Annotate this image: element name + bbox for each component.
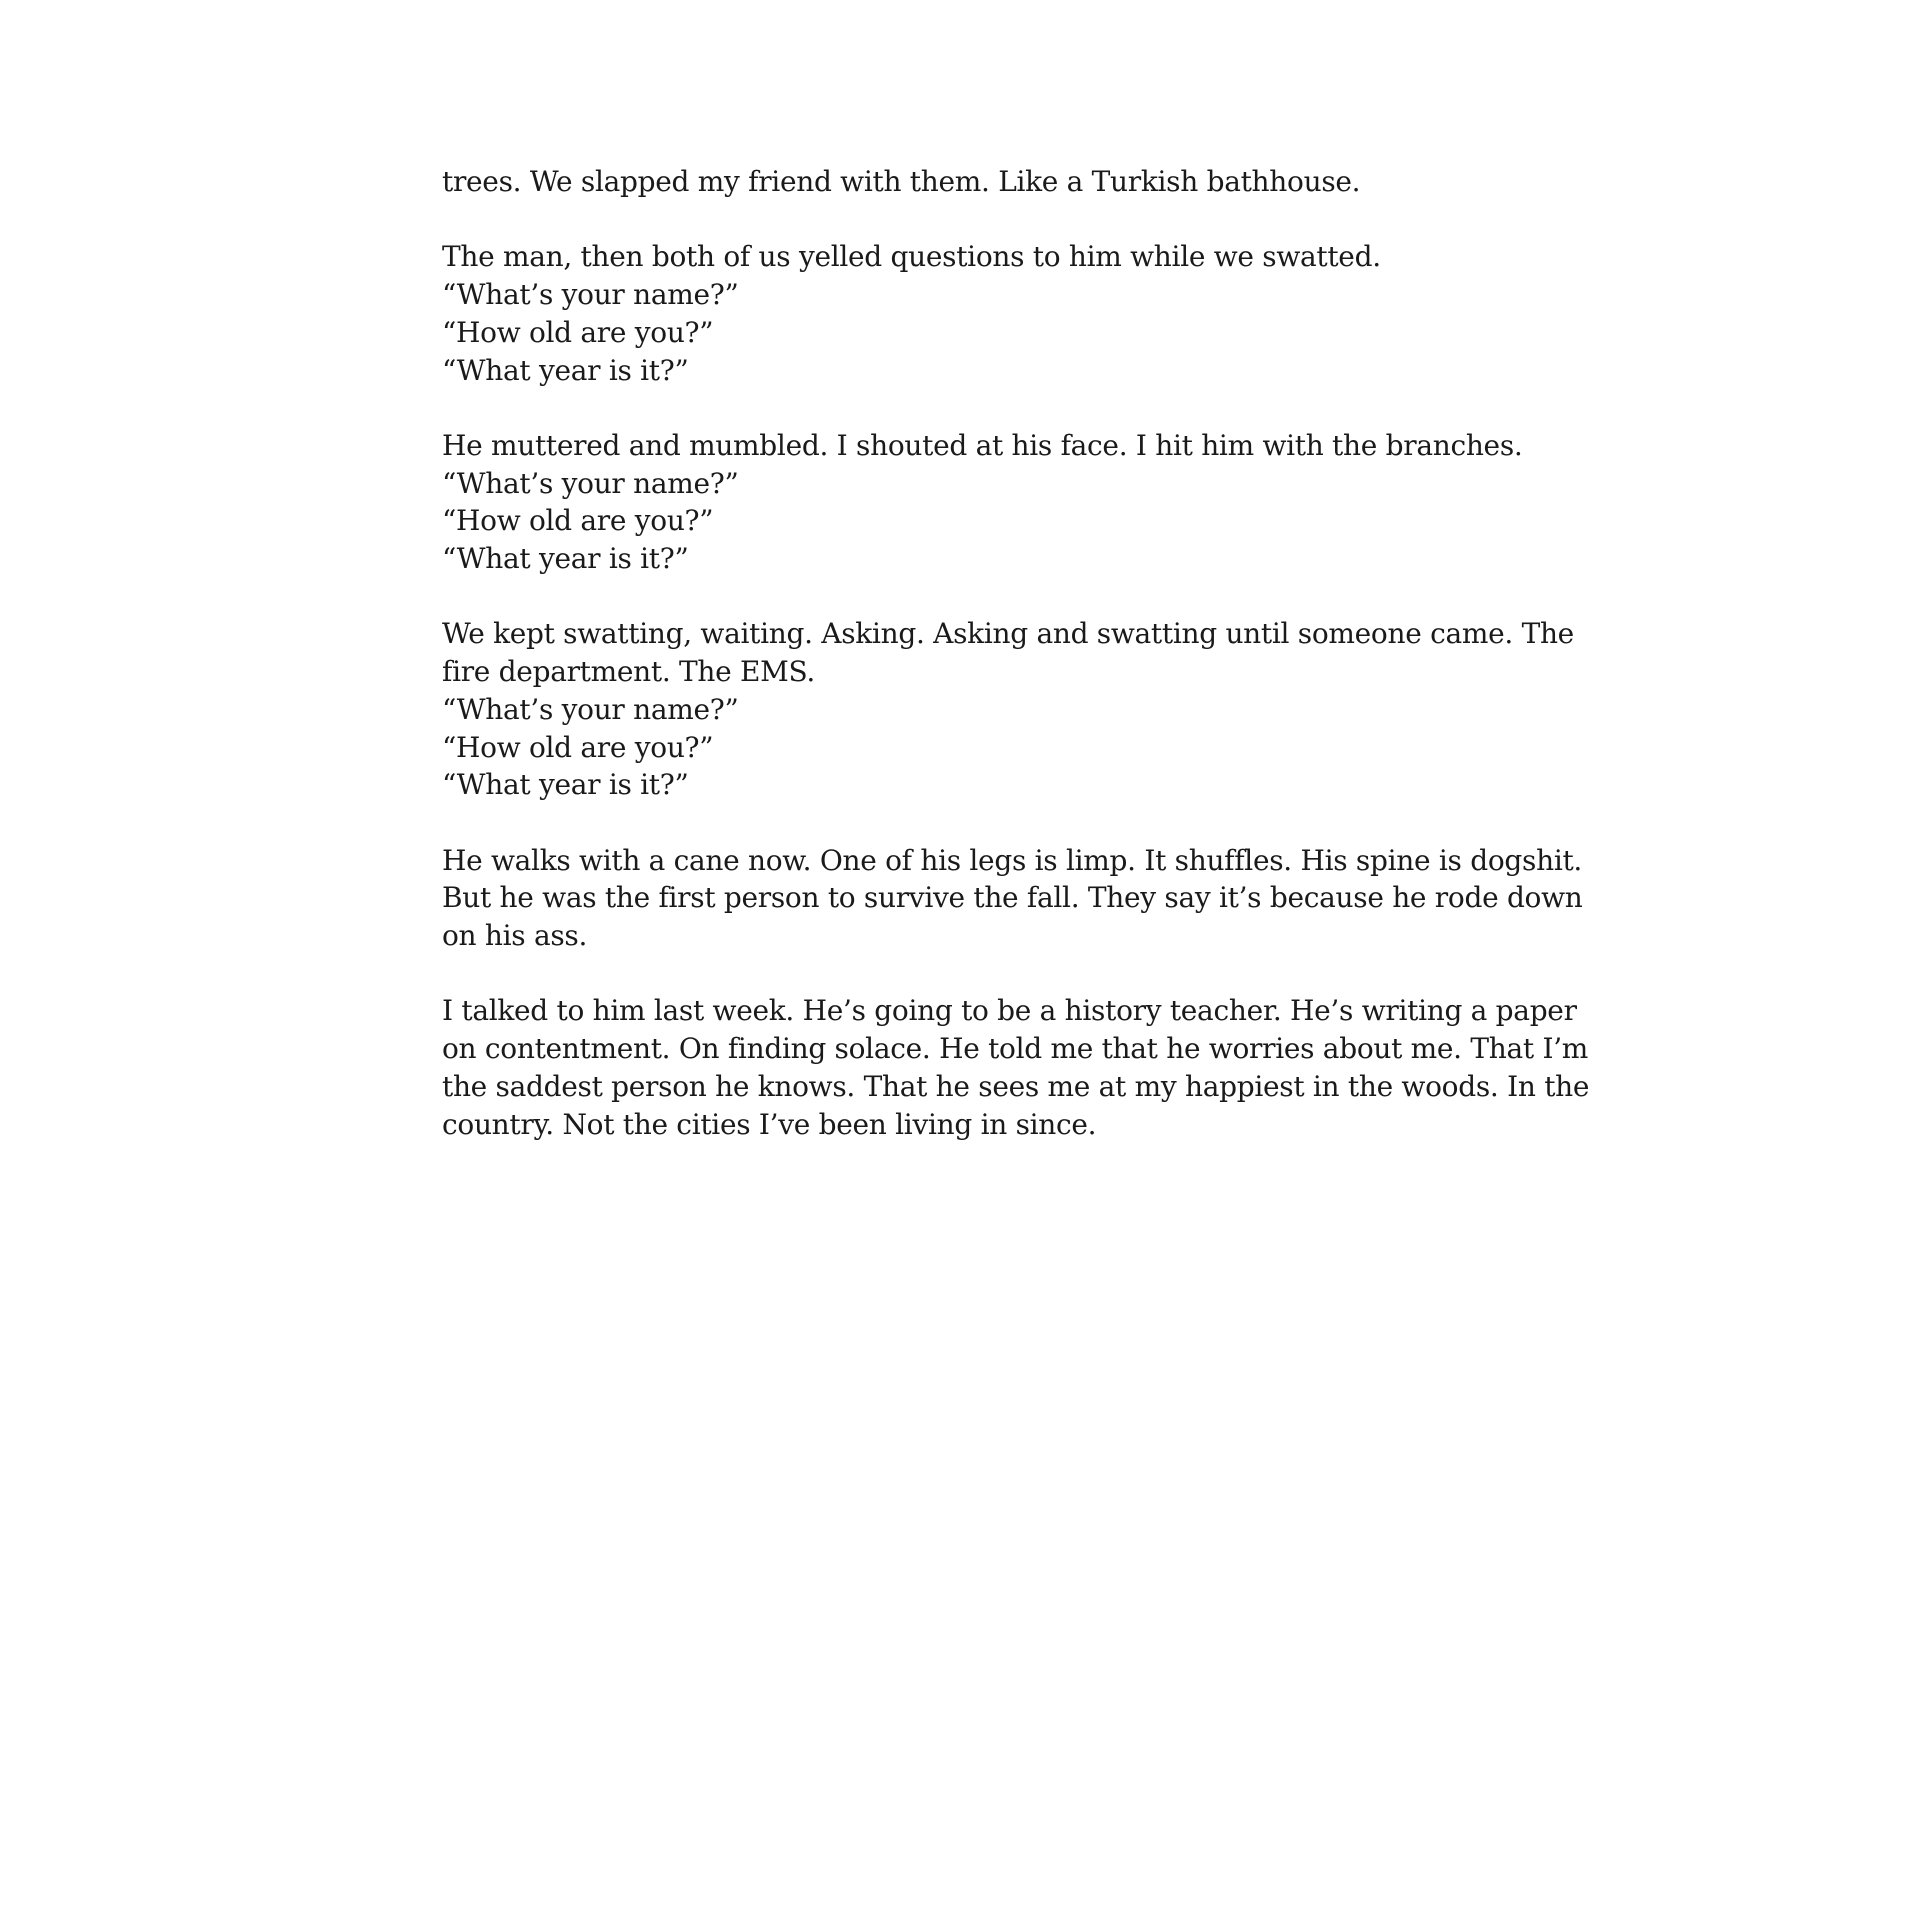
text-line: the saddest person he knows. That he sees me at my happiest in the woods. In the [442,1069,1590,1103]
text-line: He muttered and mumbled. I shouted at his face. I hit him with the branches. [442,428,1523,462]
question-line: “What year is it?” [442,542,689,575]
text-line: trees. We slapped my friend with them. Like a Turkish bathhouse. [442,165,1361,198]
paragraph-1 [442,163,1522,201]
text-line: I talked to him last week. He’s going to be a history teacher. He’s writing a paper [442,994,1577,1028]
paragraph-3 [442,427,1522,578]
question-line: “How old are you?” [442,315,714,349]
question-line: “What’s your name?” [442,466,739,500]
text-line: on contentment. On finding solace. He told me that he worries about me. That I’m [442,1032,1589,1066]
text-line: country. Not the cities I’ve been living in since. [442,1107,1097,1141]
text-line: We kept swatting, waiting. Asking. Asking and swatting until someone came. The [442,617,1574,651]
paragraph-2 [442,238,1522,389]
paragraph-4 [442,615,1574,804]
paragraph-5 [442,842,1583,955]
question-line: “What year is it?” [442,353,689,387]
question-line: “What year is it?” [442,768,689,802]
body-text [442,163,1590,1181]
question-line: “What’s your name?” [442,278,739,312]
text-line: But he was the first person to survive the fall. They say it’s because he rode down [442,881,1583,915]
question-line: “What’s your name?” [442,692,739,726]
paragraph-6 [442,992,1590,1143]
text-line: The man, then both of us yelled questions to him while we swatted. [442,240,1381,274]
text-line: He walks with a cane now. One of his legs is limp. It shuffles. His spine is dogshit. [442,843,1583,877]
question-line: “How old are you?” [442,730,714,764]
question-line: “How old are you?” [442,504,714,538]
text-line: fire department. The EMS. [442,655,816,689]
text-line: on his ass. [442,919,588,952]
